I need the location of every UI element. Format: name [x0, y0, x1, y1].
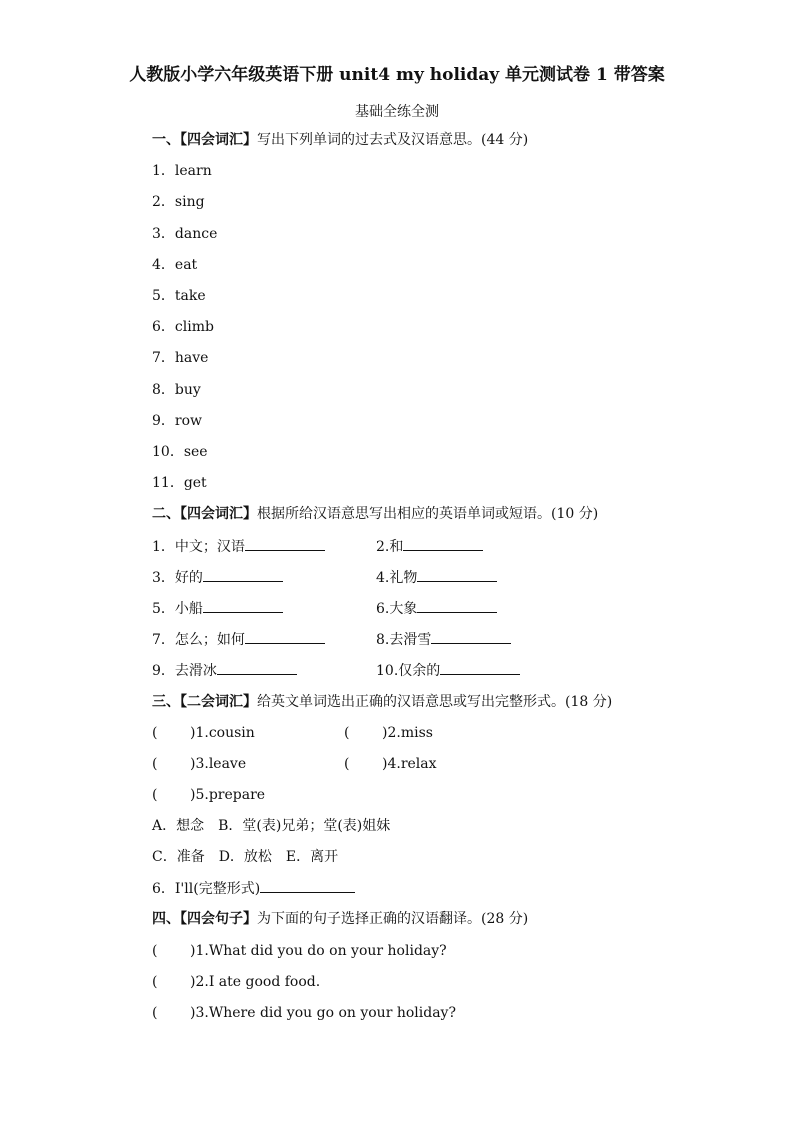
section2-heading	[152, 505, 598, 523]
section3-right-item-1	[344, 724, 433, 742]
answer-paren[interactable]: (	[344, 725, 350, 741]
section4-item-3	[152, 1004, 456, 1022]
section3-word-1: 1.cousin	[195, 725, 255, 741]
section2-right-item-5	[376, 661, 520, 680]
section2-left-item-3	[152, 599, 283, 618]
page-title: 人教版小学六年级英语下册 unit4 my holiday 单元测试卷 1 带答案	[129, 65, 665, 85]
section1-item-5: 5．take	[152, 288, 206, 304]
section2-right-item-1	[376, 537, 483, 556]
section1-item-7: 7．have	[152, 350, 209, 366]
close-paren: )	[190, 974, 196, 990]
section3-options-2: C．准备 D．放松 E．离开	[152, 849, 339, 865]
section4-heading-text: 为下面的句子选择正确的汉语翻译。(28 分)	[257, 911, 529, 927]
section2-right-item-3	[376, 599, 497, 618]
answer-blank[interactable]	[245, 630, 325, 644]
section2-left-label-3: 5．小船	[152, 601, 203, 617]
section1-item-2: 2．sing	[152, 194, 205, 210]
answer-paren[interactable]: (	[344, 756, 350, 772]
close-paren: )	[190, 756, 196, 772]
answer-blank[interactable]	[203, 568, 283, 582]
section2-left-item-4	[152, 630, 325, 649]
answer-blank[interactable]	[417, 599, 497, 613]
answer-blank[interactable]	[440, 661, 520, 675]
answer-blank[interactable]	[403, 537, 483, 551]
section1-item-11: 11．get	[152, 475, 207, 491]
close-paren: )	[190, 943, 196, 959]
section3-heading	[152, 693, 612, 711]
answer-paren[interactable]: (	[152, 787, 158, 803]
section3-options-1: A．想念 B．堂(表)兄弟；堂(表)姐妹	[152, 818, 391, 834]
section4-item-1	[152, 942, 447, 960]
section1-heading-text: 写出下列单词的过去式及汉语意思。(44 分)	[257, 132, 529, 148]
section2-left-item-1	[152, 537, 325, 556]
section3-word-4: 4.relax	[387, 756, 437, 772]
close-paren: )	[382, 756, 388, 772]
section1-item-9: 9．row	[152, 413, 203, 429]
answer-blank[interactable]	[203, 599, 283, 613]
section4-sentence-3: 3.Where did you go on your holiday?	[195, 1005, 456, 1021]
section1-item-8: 8．buy	[152, 382, 201, 398]
section4-heading-tag: 四、【四会句子】	[152, 911, 257, 927]
section2-left-label-1: 1．中文；汉语	[152, 539, 245, 555]
section4-sentence-1: 1.What did you do on your holiday?	[195, 943, 447, 959]
section2-left-item-5	[152, 661, 297, 680]
section2-right-label-2: 4.礼物	[376, 570, 418, 586]
section3-word-5: 5.prepare	[195, 787, 266, 803]
section2-right-label-3: 6.大象	[376, 601, 418, 617]
section3-heading-text: 给英文单词选出正确的汉语意思或写出完整形式。(18 分)	[257, 694, 613, 710]
section4-sentence-2: 2.I ate good food.	[195, 974, 321, 990]
section2-right-label-1: 2.和	[376, 539, 404, 555]
answer-blank[interactable]	[260, 879, 355, 893]
close-paren: )	[190, 787, 196, 803]
section4-heading	[152, 910, 528, 928]
page-subtitle: 基础全练全测	[355, 104, 439, 120]
answer-paren[interactable]: (	[152, 756, 158, 772]
answer-paren[interactable]: (	[152, 725, 158, 741]
section1-item-10: 10．see	[152, 444, 208, 460]
section1-item-6: 6．climb	[152, 319, 214, 335]
answer-blank[interactable]	[431, 630, 511, 644]
section2-right-item-2	[376, 568, 497, 587]
section1-heading-tag: 一、【四会词汇】	[152, 132, 257, 148]
answer-paren[interactable]: (	[152, 1005, 158, 1021]
section2-left-label-4: 7．怎么；如何	[152, 632, 245, 648]
answer-blank[interactable]	[417, 568, 497, 582]
section2-left-label-5: 9．去滑冰	[152, 663, 217, 679]
section2-heading-tag: 二、【四会词汇】	[152, 506, 257, 522]
section2-left-item-2	[152, 568, 283, 587]
section2-heading-text: 根据所给汉语意思写出相应的英语单词或短语。(10 分)	[257, 506, 599, 522]
section1-item-1: 1．learn	[152, 163, 212, 179]
answer-paren[interactable]: (	[152, 943, 158, 959]
section3-word-2: 2.miss	[387, 725, 433, 741]
section3-word-3: 3.leave	[195, 756, 247, 772]
section3-right-item-2	[344, 755, 437, 773]
section3-left-item-3	[152, 786, 265, 804]
section4-item-2	[152, 973, 320, 991]
section1-item-3: 3．dance	[152, 226, 218, 242]
section3-item-6	[152, 879, 355, 898]
close-paren: )	[382, 725, 388, 741]
close-paren: )	[190, 725, 196, 741]
section2-right-item-4	[376, 630, 511, 649]
section3-left-item-1	[152, 724, 255, 742]
answer-paren[interactable]: (	[152, 974, 158, 990]
close-paren: )	[190, 1005, 196, 1021]
section2-right-label-5: 10.仅余的	[376, 663, 441, 679]
answer-blank[interactable]	[217, 661, 297, 675]
answer-blank[interactable]	[245, 537, 325, 551]
section3-left-item-2	[152, 755, 246, 773]
section3-heading-tag: 三、【二会词汇】	[152, 694, 257, 710]
section3-item-6-label: 6．I'll(完整形式)	[152, 881, 261, 897]
section1-item-4: 4．eat	[152, 257, 198, 273]
section2-left-label-2: 3．好的	[152, 570, 203, 586]
section1-heading	[152, 131, 528, 149]
section2-right-label-4: 8.去滑雪	[376, 632, 432, 648]
